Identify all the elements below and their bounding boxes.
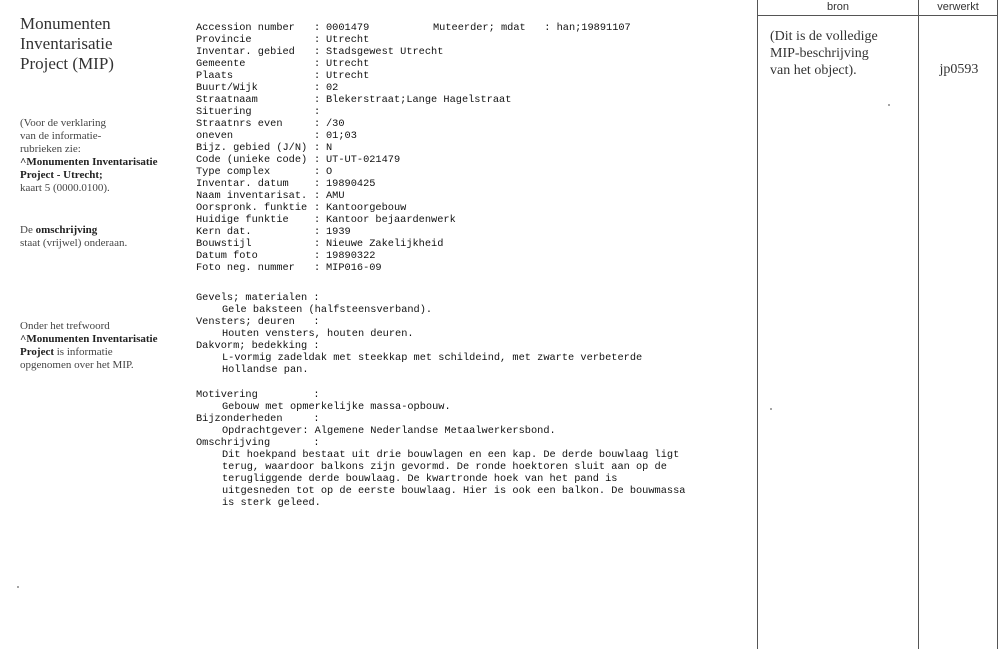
field-separator: : — [314, 238, 321, 250]
mutator-date: Muteerder; mdat : han;19891107 — [433, 22, 631, 34]
field-row — [196, 202, 636, 214]
field-label: Datum foto — [196, 250, 258, 262]
header-rule — [757, 15, 998, 16]
field-value: Utrecht — [326, 58, 370, 70]
field-value: O — [326, 166, 333, 178]
field-row — [196, 214, 636, 226]
field-separator: : — [314, 130, 321, 142]
field-value: N — [326, 142, 333, 154]
title-line-1: Monumenten — [20, 14, 111, 33]
field-label: Type complex — [196, 166, 271, 178]
title-line-2: Inventarisatie — [20, 34, 113, 53]
field-label: Inventar. datum — [196, 178, 289, 190]
notes-section — [196, 389, 736, 509]
field-label: Oorspronk. funktie — [196, 202, 308, 214]
field-label: Plaats — [196, 70, 234, 82]
field-value: 0001479 — [326, 22, 370, 34]
explanation-note — [20, 117, 157, 195]
note-line-bold: Project - Utrecht; — [20, 169, 103, 181]
field-separator: : — [314, 118, 321, 130]
description-line: Dit hoekpand bestaat uit drie bouwlagen en een kap. De derde bouwlaag ligt — [222, 449, 680, 461]
note-line-bold: ^Monumenten Inventarisatie — [20, 156, 158, 168]
column-divider — [997, 0, 998, 649]
field-label: Huidige funktie — [196, 214, 289, 226]
section-text: Houten vensters, houten deuren. — [222, 328, 414, 340]
description-line: terug, waardoor balkons zijn gevormd. De ronde hoektoren sluit aan op de — [222, 461, 667, 473]
note-line: rubrieken zie: — [20, 143, 81, 155]
field-value: Utrecht — [326, 70, 370, 82]
section-heading: Dakvorm; bedekking : — [196, 340, 320, 352]
note-line-bold: ^Monumenten Inventarisatie — [20, 333, 158, 345]
description-text — [196, 449, 736, 509]
description-line: uitgesneden tot op de eerste bouwlaag. Hier is ook een balkon. De bouwmassa — [222, 485, 686, 497]
field-value: Kantoor bejaardenwerk — [326, 214, 456, 226]
field-value: 1939 — [326, 226, 351, 238]
field-label: Provincie — [196, 34, 252, 46]
field-label: Straatnrs even — [196, 118, 283, 130]
project-title — [20, 14, 170, 74]
field-separator: : — [314, 262, 321, 274]
bron-line: MIP-beschrijving — [770, 46, 869, 61]
field-row — [196, 190, 636, 202]
bron-line: van het object). — [770, 63, 857, 78]
field-value: 02 — [326, 82, 339, 94]
note-line: opgenomen over het MIP. — [20, 359, 134, 371]
field-row — [196, 106, 636, 118]
field-label: Bijz. gebied (J/N) — [196, 142, 308, 154]
field-separator: : — [314, 142, 321, 154]
section-heading: Omschrijving : — [196, 437, 320, 449]
description-line: terugliggende derde bouwlaag. De kwartronde hoek van het pand is — [222, 473, 618, 485]
column-divider — [918, 0, 919, 649]
section-text: Gebouw met opmerkelijke massa-opbouw. — [222, 401, 451, 413]
title-line-3: Project (MIP) — [20, 54, 114, 73]
field-value: 19890425 — [326, 178, 376, 190]
field-value: MIP016-09 — [326, 262, 382, 274]
scan-speck — [888, 104, 890, 106]
note-line: (Voor de verklaring — [20, 117, 106, 129]
field-separator: : — [314, 178, 321, 190]
field-row — [196, 250, 636, 262]
field-separator: : — [314, 34, 321, 46]
note-line: van de informatie- — [20, 130, 102, 142]
field-separator: : — [314, 166, 321, 178]
verwerkt-header: verwerkt — [937, 1, 979, 13]
field-row — [196, 70, 636, 82]
field-row — [196, 34, 636, 46]
field-label: Bouwstijl — [196, 238, 252, 250]
field-value: 01;03 — [326, 130, 357, 142]
section-text: Hollandse pan. — [222, 364, 309, 376]
field-row — [196, 166, 636, 178]
scan-speck — [17, 586, 19, 588]
field-label: Situering — [196, 106, 252, 118]
field-separator: : — [314, 190, 321, 202]
field-value: Nieuwe Zakelijkheid — [326, 238, 444, 250]
field-label: Kern dat. — [196, 226, 252, 238]
field-label: Accession number — [196, 22, 295, 34]
field-label: Foto neg. nummer — [196, 262, 295, 274]
column-divider — [757, 0, 758, 649]
section-heading: Bijzonderheden : — [196, 413, 320, 425]
field-row — [196, 154, 636, 166]
field-value: /30 — [326, 118, 345, 130]
field-row — [196, 82, 636, 94]
note-line: kaart 5 (0000.0100). — [20, 182, 110, 194]
field-value: Blekerstraat;Lange Hagelstraat — [326, 94, 512, 106]
field-value: Kantoorgebouw — [326, 202, 407, 214]
field-row — [196, 142, 636, 154]
description-note — [20, 224, 127, 250]
note-line: De omschrijving — [20, 224, 98, 236]
keyword-note — [20, 320, 157, 372]
field-separator: : — [314, 154, 321, 166]
field-separator: : — [314, 226, 321, 238]
field-value — [326, 106, 636, 118]
field-label: oneven — [196, 130, 234, 142]
note-line: staat (vrijwel) onderaan. — [20, 237, 128, 249]
field-separator: : — [314, 46, 321, 58]
field-row — [196, 238, 636, 250]
field-value: 19890322 — [326, 250, 376, 262]
field-separator: : — [314, 214, 321, 226]
field-row — [196, 226, 636, 238]
field-value: UT-UT-021479 — [326, 154, 401, 166]
section-text: Opdrachtgever: Algemene Nederlandse Metaalwerkersbond. — [222, 425, 556, 437]
record-fields — [196, 22, 636, 274]
scan-speck — [770, 408, 772, 410]
field-row — [196, 178, 636, 190]
section-heading: Vensters; deuren : — [196, 316, 320, 328]
field-row — [196, 58, 636, 70]
field-row — [196, 130, 636, 142]
note-line: Project is informatie — [20, 346, 113, 358]
field-separator: : — [314, 70, 321, 82]
bron-header: bron — [826, 1, 850, 13]
section-heading: Gevels; materialen : — [196, 292, 320, 304]
field-label: Code (unieke code) — [196, 154, 308, 166]
field-separator: : — [314, 250, 321, 262]
section-text: Gele baksteen (halfsteensverband). — [222, 304, 433, 316]
field-label: Naam inventarisat. — [196, 190, 308, 202]
field-separator: : — [314, 22, 321, 34]
field-row — [196, 262, 636, 274]
field-separator: : — [314, 82, 321, 94]
field-label: Inventar. gebied — [196, 46, 295, 58]
bron-line: (Dit is de volledige — [770, 29, 878, 44]
bron-text — [770, 28, 910, 79]
field-label: Buurt/Wijk — [196, 82, 258, 94]
field-label: Straatnaam — [196, 94, 258, 106]
materials-section — [196, 292, 736, 376]
note-line: Onder het trefwoord — [20, 320, 110, 332]
verwerkt-code: jp0593 — [939, 62, 979, 77]
field-value: Stadsgewest Utrecht — [326, 46, 444, 58]
left-info-column — [20, 14, 170, 371]
field-separator: : — [314, 58, 321, 70]
field-separator: : — [314, 202, 321, 214]
section-heading: Motivering : — [196, 389, 320, 401]
field-row — [196, 46, 636, 58]
section-text: L-vormig zadeldak met steekkap met schildeind, met zwarte verbeterde — [222, 352, 643, 364]
field-separator: : — [314, 94, 321, 106]
description-line: is sterk geleed. — [222, 497, 321, 509]
field-row — [196, 94, 636, 106]
field-label: Gemeente — [196, 58, 246, 70]
field-value: AMU — [326, 190, 345, 202]
field-value: Utrecht — [326, 34, 370, 46]
field-separator: : — [314, 106, 321, 118]
field-row — [196, 118, 636, 130]
